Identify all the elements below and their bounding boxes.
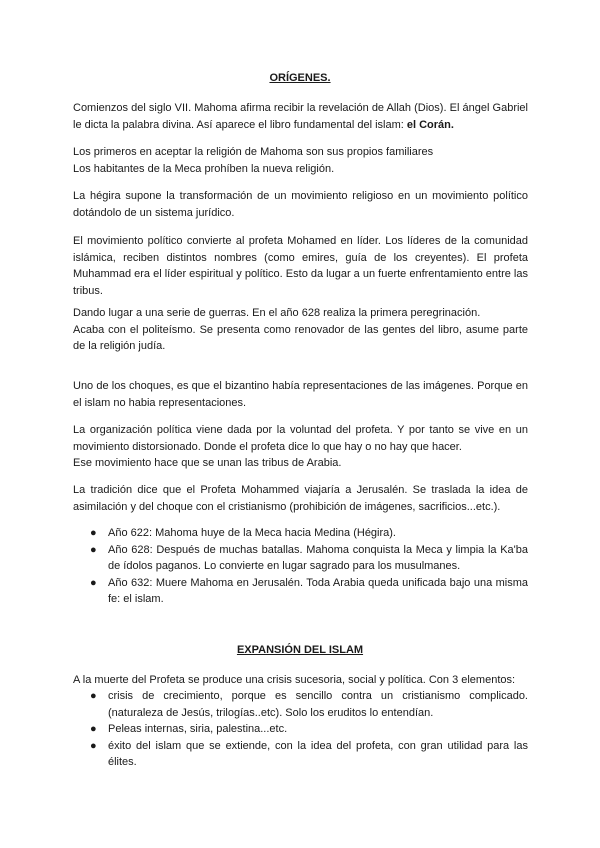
list-item-text: Año 632: Muere Mahoma en Jerusalén. Toda Arabia queda unificada bajo una misma fe: el islam. [108, 576, 528, 606]
list-item [73, 575, 528, 608]
bullet-dot-icon: ● [90, 576, 97, 589]
paragraph-tradicion: La tradición dice que el Profeta Mohammed viajaría a Jerusalén. Se traslada la idea de asimilación y del choque con el cristianismo (prohibición de imágenes, sacrificios...etc.). [73, 484, 528, 513]
section-title-expansion: EXPANSIÓN DEL ISLAM [236, 644, 364, 656]
list-item-text: éxito del islam que se extiende, con la idea del profeta, con gran utilidad para las élites. [108, 739, 528, 769]
list-item [73, 738, 528, 771]
paragraph-guerras-line1: Dando lugar a una serie de guerras. En el año 628 realiza la primera peregrinación. [73, 307, 481, 319]
paragraph-organizacion-line1: La organización política viene dada por la voluntad del profeta. Y por tanto se vive en un movimiento distorsionado. Donde el profeta dice lo que hay o no hay que hacer. [73, 424, 528, 453]
list-item-text: Año 622: Mahoma huye de la Meca hacia Medina (Hégira). [108, 527, 396, 539]
list-item-text: Peleas internas, siria, palestina...etc. [108, 723, 288, 736]
list-item-text: Año 628: Después de muchas batallas. Mahoma conquista la Meca y limpia la Ka'ba de ídolos paganos. Lo convierte en lugar sagrado para los musulmanes. [108, 543, 528, 573]
list-item [73, 542, 528, 575]
list-item [73, 688, 528, 721]
paragraph-familiares-line2: Los habitantes de la Meca prohíben la nueva religión. [73, 162, 335, 175]
paragraph-movimiento-politico: El movimiento político convierte al profeta Mohamed en líder. Los líderes de la comunidad islámica, reciben distintos nombres (como emires, guía de los creyentes). El profeta Muhammad era el líder espiritual y político. Esto da lugar a un fuerte enfrentamiento entre las tribus. [73, 235, 528, 297]
bullet-dot-icon: ● [90, 739, 97, 752]
paragraph-organizacion [73, 422, 528, 472]
bullet-dot-icon: ● [90, 527, 97, 539]
bullet-dot-icon: ● [90, 543, 97, 556]
coran-bold-text: el Corán. [406, 118, 454, 131]
section-title-origenes: ORÍGENES. [269, 72, 331, 84]
paragraph-familiares-line1: Los primeros en aceptar la religión de Mahoma son sus propios familiares [73, 146, 434, 158]
timeline-list [73, 525, 528, 608]
bullet-dot-icon: ● [90, 723, 97, 736]
paragraph-organizacion-line2: Ese movimiento hace que se unan las tribus de Arabia. [73, 457, 342, 470]
paragraph-familiares [73, 144, 528, 177]
list-item-text: crisis de crecimiento, porque es sencillo contra un cristianismo complicado.(naturaleza de Jesús, trilogías..etc). Solo los eruditos lo entendían. [108, 690, 528, 719]
paragraph-guerras [73, 305, 528, 355]
paragraph-muerte-profeta: A la muerte del Profeta se produce una crisis sucesoria, social y política. Con 3 elementos: [73, 674, 516, 686]
paragraph-hegira: La hégira supone la transformación de un movimiento religioso en un movimiento político dotándolo de un sistema jurídico. [73, 190, 528, 219]
list-item [73, 525, 528, 542]
paragraph-coran [73, 100, 528, 133]
bullet-dot-icon: ● [90, 690, 97, 702]
paragraph-guerras-line2: Acaba con el politeísmo. Se presenta como renovador de las gentes del libro, asume parte de la religión judía. [73, 323, 528, 353]
list-item [73, 721, 528, 738]
paragraph-choques: Uno de los choques, es que el bizantino había representaciones de las imágenes. Porque en el islam no habia representaciones. [73, 380, 528, 409]
paragraph-coran-text: Comienzos del siglo VII. Mahoma afirma recibir la revelación de Allah (Dios). El ángel Gabriel le dicta la palabra divina. Así aparece el libro fundamental del islam: [73, 102, 528, 131]
elements-list [73, 688, 528, 771]
